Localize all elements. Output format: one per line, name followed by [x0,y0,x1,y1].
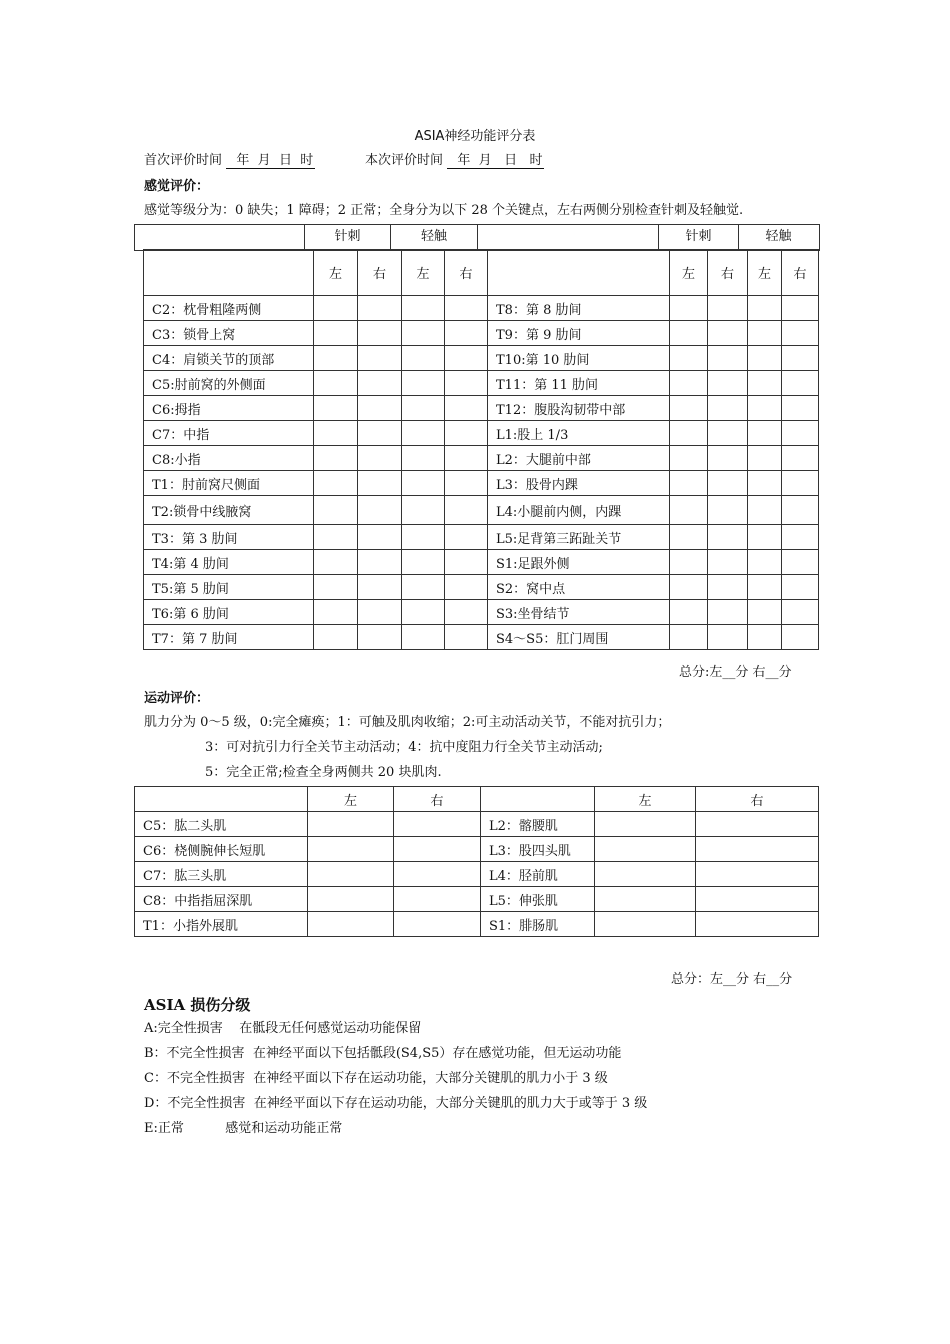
sensory-point-left: T6:第 6 肋间 [144,600,314,625]
sensory-row [144,446,819,471]
sensory-score-cell[interactable] [445,321,488,346]
motor-muscle-left: C5：肱二头肌 [135,812,308,837]
sensory-score-cell[interactable] [708,550,748,575]
sensory-score-cell[interactable] [748,371,782,396]
motor-row [135,837,819,862]
left-touch-header: 轻触 [420,229,447,244]
sensory-score-cell[interactable] [314,446,358,471]
left-pin-left-header: 左 [314,250,358,296]
right-pin-right-header: 右 [708,250,748,296]
sensory-score-cell[interactable] [708,396,748,421]
sensory-point-right: T8：第 8 肋间 [488,296,670,321]
motor-description-1: 肌力分为 0～5 级，0:完全瘫痪；1：可触及肌肉收缩；2:可主动活动关节，不能对抗引力； [144,715,671,730]
motor-muscle-left: C6：桡侧腕伸长短肌 [135,837,308,862]
sensory-score-cell[interactable] [358,421,402,446]
motor-muscle-right: L3：股四头肌 [481,837,595,862]
sensory-score-cell[interactable] [402,421,445,446]
sensory-table [143,249,819,650]
sensory-score-cell[interactable] [358,346,402,371]
sensory-point-right: L2：大腿前中部 [488,446,670,471]
sensory-score-cell[interactable] [670,296,708,321]
motor-score-cell[interactable] [394,837,481,862]
current-evaluation-blank[interactable]: 年 月 日 时 [449,153,543,168]
motor-score-cell[interactable] [394,887,481,912]
sensory-row [144,396,819,421]
first-evaluation-date [144,152,315,170]
sensory-score-cell[interactable] [402,525,445,550]
sensory-score-cell[interactable] [708,346,748,371]
sensory-row [144,296,819,321]
sensory-point-right: T9：第 9 肋间 [488,321,670,346]
sensory-row [144,625,819,650]
sensory-score-cell[interactable] [708,625,748,650]
sensory-point-right: T10:第 10 肋间 [488,346,670,371]
sensory-point-left: T2:锁骨中线腋窝 [144,496,314,525]
sensory-point-left: C3：锁骨上窝 [144,321,314,346]
sensory-score-cell[interactable] [708,496,748,525]
left-pin-right-header: 右 [358,250,402,296]
sensory-score-cell[interactable] [670,625,708,650]
sensory-score-cell[interactable] [402,600,445,625]
sensory-score-cell[interactable] [782,296,819,321]
page-title: ASIA神经功能评分表 [414,129,536,144]
motor-muscle-right: L4：胫前肌 [481,862,595,887]
sensory-score-cell[interactable] [708,471,748,496]
motor-muscle-right: L5：伸张肌 [481,887,595,912]
sensory-point-right: S1:足跟外侧 [488,550,670,575]
sensory-score-cell[interactable] [748,421,782,446]
grading-item: D：不完全性损害 在神经平面以下存在运动功能，大部分关键肌的肌力大于或等于 3 级 [144,1096,648,1111]
sensory-score-cell[interactable] [748,625,782,650]
current-evaluation-label: 本次评价时间 [365,153,444,168]
sensory-subheader-row [144,250,819,296]
sensory-point-right: S2：窝中点 [488,575,670,600]
right-pin-header: 针刺 [685,229,712,244]
current-evaluation-date [365,152,544,170]
motor-description-3: 5：完全正常;检查全身两侧共 20 块肌肉. [205,765,442,780]
sensory-score-cell[interactable] [748,496,782,525]
motor-score-cell[interactable] [595,887,696,912]
motor-row [135,887,819,912]
motor-score-cell[interactable] [394,862,481,887]
sensory-score-cell[interactable] [670,550,708,575]
sensory-score-cell[interactable] [358,496,402,525]
sensory-score-cell[interactable] [782,421,819,446]
sensory-score-cell[interactable] [748,296,782,321]
sensory-point-left: T3：第 3 肋间 [144,525,314,550]
sensory-score-cell[interactable] [314,600,358,625]
sensory-score-cell[interactable] [402,471,445,496]
sensory-score-cell[interactable] [358,525,402,550]
sensory-total: 总分:左__分 右__分 [679,665,792,680]
sensory-score-cell[interactable] [748,600,782,625]
sensory-point-right: S4～S5：肛门周围 [488,625,670,650]
sensory-score-cell[interactable] [402,575,445,600]
motor-heading: 运动评价： [144,691,210,706]
sensory-score-cell[interactable] [670,371,708,396]
sensory-score-cell[interactable] [358,371,402,396]
sensory-row [144,550,819,575]
sensory-score-cell[interactable] [314,496,358,525]
motor-right-header: 右 [394,787,481,812]
motor-description-2: 3：可对抗引力行全关节主动活动；4：抗中度阻力行全关节主动活动; [205,740,603,755]
sensory-score-cell[interactable] [708,525,748,550]
sensory-score-cell[interactable] [670,446,708,471]
sensory-score-cell[interactable] [358,625,402,650]
sensory-score-cell[interactable] [402,296,445,321]
sensory-score-cell[interactable] [445,446,488,471]
sensory-score-cell[interactable] [402,446,445,471]
sensory-score-cell[interactable] [670,525,708,550]
sensory-point-left: C6:拇指 [144,396,314,421]
sensory-score-cell[interactable] [358,296,402,321]
sensory-score-cell[interactable] [402,371,445,396]
sensory-score-cell[interactable] [445,525,488,550]
blank-cell [135,787,308,812]
sensory-row [144,525,819,550]
motor-left-header: 左 [308,787,394,812]
sensory-score-cell[interactable] [402,496,445,525]
sensory-score-cell[interactable] [708,321,748,346]
sensory-score-cell[interactable] [708,296,748,321]
grading-item: E:正常 感觉和运动功能正常 [144,1121,343,1136]
sensory-score-cell[interactable] [670,421,708,446]
sensory-score-cell[interactable] [314,575,358,600]
sensory-score-cell[interactable] [445,496,488,525]
sensory-score-cell[interactable] [782,525,819,550]
motor-score-cell[interactable] [696,912,819,937]
motor-score-cell[interactable] [308,887,394,912]
sensory-score-cell[interactable] [782,321,819,346]
sensory-score-cell[interactable] [670,396,708,421]
sensory-score-cell[interactable] [748,525,782,550]
sensory-score-cell[interactable] [670,600,708,625]
sensory-score-cell[interactable] [782,550,819,575]
sensory-score-cell[interactable] [748,471,782,496]
sensory-score-cell[interactable] [782,575,819,600]
sensory-point-left: C5:肘前窝的外侧面 [144,371,314,396]
motor-score-cell[interactable] [308,912,394,937]
motor-total: 总分：左__分 右__分 [671,972,793,987]
sensory-point-right: L1:股上 1/3 [488,421,670,446]
sensory-score-cell[interactable] [782,625,819,650]
motor-row [135,862,819,887]
sensory-score-cell[interactable] [445,575,488,600]
motor-right-header-2: 右 [696,787,819,812]
sensory-score-cell[interactable] [748,321,782,346]
right-touch-right-header: 右 [782,250,819,296]
sensory-row [144,346,819,371]
sensory-score-cell[interactable] [748,346,782,371]
sensory-score-cell[interactable] [445,296,488,321]
sensory-row [144,371,819,396]
grading-heading: ASIA 损伤分级 [144,996,251,1014]
sensory-row [144,471,819,496]
sensory-score-cell[interactable] [358,446,402,471]
sensory-score-cell[interactable] [358,575,402,600]
sensory-score-cell[interactable] [445,421,488,446]
sensory-score-cell[interactable] [314,471,358,496]
sensory-point-left: T7：第 7 肋间 [144,625,314,650]
motor-left-header-2: 左 [595,787,696,812]
sensory-score-cell[interactable] [445,346,488,371]
motor-score-cell[interactable] [394,812,481,837]
sensory-score-cell[interactable] [748,550,782,575]
motor-row [135,812,819,837]
motor-score-cell[interactable] [394,912,481,937]
sensory-score-cell[interactable] [782,471,819,496]
sensory-score-cell[interactable] [670,321,708,346]
sensory-point-left: C4：肩锁关节的顶部 [144,346,314,371]
sensory-score-cell[interactable] [314,296,358,321]
sensory-score-cell[interactable] [445,600,488,625]
motor-score-cell[interactable] [696,887,819,912]
motor-header-row [135,787,819,812]
motor-muscle-left: C8：中指指屈深肌 [135,887,308,912]
sensory-point-left: T1：肘前窝尺侧面 [144,471,314,496]
sensory-score-cell[interactable] [445,371,488,396]
sensory-score-cell[interactable] [782,396,819,421]
blank-cell [481,787,595,812]
blank-cell [144,250,314,296]
sensory-point-right: S3:坐骨结节 [488,600,670,625]
sensory-row [144,321,819,346]
sensory-score-cell[interactable] [748,575,782,600]
sensory-score-cell[interactable] [708,600,748,625]
left-pin-header: 针刺 [334,229,361,244]
sensory-score-cell[interactable] [314,525,358,550]
motor-muscle-left: C7：肱三头肌 [135,862,308,887]
sensory-score-cell[interactable] [782,496,819,525]
sensory-point-left: C7：中指 [144,421,314,446]
sensory-score-cell[interactable] [748,396,782,421]
grading-item: C：不完全性损害 在神经平面以下存在运动功能，大部分关键肌的肌力小于 3 级 [144,1071,608,1086]
sensory-score-cell[interactable] [358,396,402,421]
sensory-score-cell[interactable] [748,446,782,471]
motor-score-cell[interactable] [308,862,394,887]
motor-score-cell[interactable] [696,837,819,862]
sensory-row [144,575,819,600]
sensory-score-cell[interactable] [402,321,445,346]
motor-score-cell[interactable] [696,862,819,887]
sensory-row [144,421,819,446]
left-touch-left-header: 左 [402,250,445,296]
sensory-score-cell[interactable] [782,371,819,396]
motor-muscle-left: T1：小指外展肌 [135,912,308,937]
sensory-score-cell[interactable] [782,346,819,371]
sensory-score-cell[interactable] [402,396,445,421]
sensory-score-cell[interactable] [782,446,819,471]
sensory-score-cell[interactable] [314,321,358,346]
sensory-point-left: C2：枕骨粗隆两侧 [144,296,314,321]
grading-item: B：不完全性损害 在神经平面以下包括骶段(S4,S5）存在感觉功能，但无运动功能 [144,1046,622,1061]
blank-cell [488,250,670,296]
sensory-score-cell[interactable] [708,421,748,446]
sensory-score-cell[interactable] [670,575,708,600]
left-touch-right-header: 右 [445,250,488,296]
motor-score-cell[interactable] [595,837,696,862]
sensory-description: 感觉等级分为：0 缺失；1 障碍；2 正常；全身分为以下 28 个关键点，左右两侧分别检查针刺及轻触觉. [144,203,744,218]
motor-score-cell[interactable] [696,812,819,837]
sensory-point-right: T12：腹股沟韧带中部 [488,396,670,421]
motor-row [135,912,819,937]
sensory-score-cell[interactable] [402,625,445,650]
sensory-score-cell[interactable] [445,471,488,496]
sensory-score-cell[interactable] [445,625,488,650]
sensory-point-left: T5:第 5 肋间 [144,575,314,600]
right-touch-left-header: 左 [748,250,782,296]
first-evaluation-label: 首次评价时间 [144,153,223,168]
sensory-row [144,496,819,525]
sensory-score-cell[interactable] [708,446,748,471]
sensory-score-cell[interactable] [402,346,445,371]
motor-muscle-right: L2：髂腰肌 [481,812,595,837]
first-evaluation-blank[interactable]: 年 月 日 时 [228,153,314,168]
sensory-point-left: T4:第 4 肋间 [144,550,314,575]
motor-score-cell[interactable] [308,837,394,862]
sensory-score-cell[interactable] [445,396,488,421]
sensory-score-cell[interactable] [314,371,358,396]
sensory-point-right: L4:小腿前内侧，内踝 [488,496,670,525]
motor-score-cell[interactable] [595,812,696,837]
sensory-score-cell[interactable] [314,396,358,421]
motor-score-cell[interactable] [595,862,696,887]
motor-score-cell[interactable] [595,912,696,937]
sensory-score-cell[interactable] [402,550,445,575]
sensory-score-cell[interactable] [708,575,748,600]
sensory-score-cell[interactable] [358,550,402,575]
sensory-score-cell[interactable] [314,421,358,446]
grading-item: A:完全性损害 在骶段无任何感觉运动功能保留 [144,1021,422,1036]
sensory-score-cell[interactable] [708,371,748,396]
motor-table [134,786,819,937]
sensory-score-cell[interactable] [670,346,708,371]
sensory-point-right: T11：第 11 肋间 [488,371,670,396]
sensory-heading: 感觉评价： [144,179,210,194]
sensory-score-cell[interactable] [782,600,819,625]
sensory-score-cell[interactable] [670,471,708,496]
sensory-score-cell[interactable] [314,346,358,371]
right-pin-left-header: 左 [670,250,708,296]
sensory-point-right: L5:足背第三跖趾关节 [488,525,670,550]
motor-muscle-right: S1：腓肠肌 [481,912,595,937]
sensory-point-right: L3：股骨内踝 [488,471,670,496]
sensory-score-cell[interactable] [314,625,358,650]
sensory-score-cell[interactable] [670,496,708,525]
sensory-score-cell[interactable] [358,471,402,496]
sensory-score-cell[interactable] [358,321,402,346]
right-touch-header: 轻触 [765,229,792,244]
sensory-row [144,600,819,625]
sensory-score-cell[interactable] [314,550,358,575]
sensory-point-left: C8:小指 [144,446,314,471]
sensory-score-cell[interactable] [358,600,402,625]
sensory-score-cell[interactable] [445,550,488,575]
motor-score-cell[interactable] [308,812,394,837]
